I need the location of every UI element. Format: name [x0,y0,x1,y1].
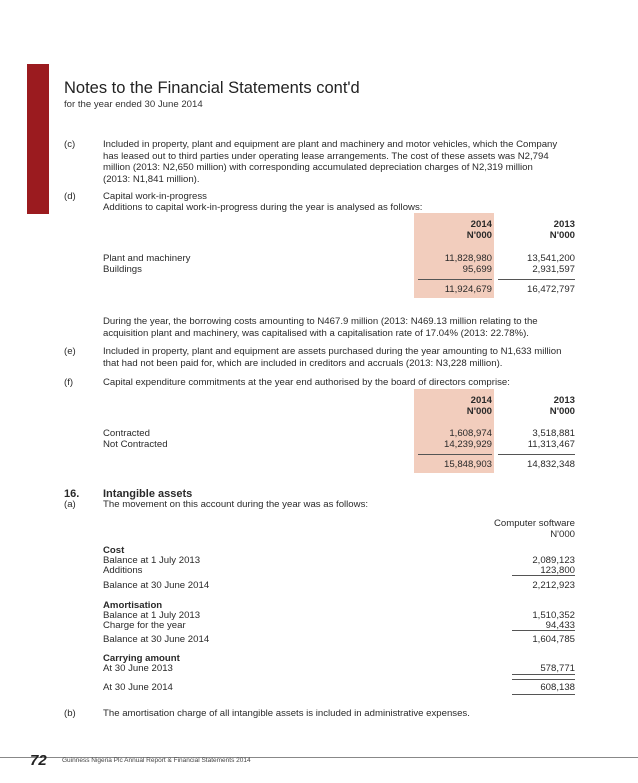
row-value-2013: 11,313,467 [527,439,575,450]
row-value: 578,771 [540,663,575,674]
column-header-2014: 2014 [470,219,492,230]
column-header-2013: 2013 [553,395,575,406]
row-label: Balance at 1 July 2013 [103,610,201,621]
row-label: Not Contracted [103,439,168,450]
note-c-label: (c) [64,139,76,150]
note-e-text [103,346,583,369]
row-value-2013: 13,541,200 [526,253,575,264]
row-value-2014: 95,699 [462,264,492,275]
total-rule [498,279,575,280]
note-e-label: (e) [64,346,76,357]
row-label: Buildings [103,264,142,275]
footnote-line: During the year, the borrowing costs amounting to N467.9 million (2013: N469.13 million relating to the [103,316,538,327]
column-unit-2013: N'000 [549,406,575,417]
subtotal-rule [512,679,575,680]
footer-text: Guinness Nigeria Plc Annual Report & Financial Statements 2014 [62,757,251,764]
note-16-title: Intangible assets [103,488,193,500]
row-value: 1,510,352 [532,610,575,621]
total-rule [418,279,492,280]
row-value: 1,604,785 [532,634,575,645]
column-header-software: Computer software [493,518,575,529]
row-label: Charge for the year [103,620,186,631]
cost-heading: Cost [103,545,125,556]
row-label: Additions [103,565,143,576]
note-f-label: (f) [64,377,74,388]
row-label: Balance at 30 June 2014 [103,580,210,591]
row-value: 94,433 [545,620,575,631]
row-label: At 30 June 2014 [103,682,173,693]
note-c-line: (2013: N1,841 million). [103,173,200,185]
page-subtitle: for the year ended 30 June 2014 [64,99,203,110]
note-d-intro: Additions to capital work-in-progress during the year is analysed as follows: [103,202,423,213]
total-rule [418,454,492,455]
note-16-number: 16. [64,488,80,500]
row-label: At 30 June 2013 [103,663,173,674]
row-label: Contracted [103,428,150,439]
row-value-2014: 11,828,980 [444,253,492,264]
page-title: Notes to the Financial Statements cont'd [64,79,360,97]
note-c-line: has leased out to third parties under operating lease arrangements. The cost of these assets was N2,794 [103,150,549,162]
total-value-2013: 16,472,797 [526,284,575,295]
column-unit-2014: N'000 [466,406,492,417]
note-f-intro: Capital expenditure commitments at the year end authorised by the board of directors comprise: [103,377,510,388]
row-value-2013: 2,931,597 [532,264,575,275]
row-value: 2,089,123 [532,555,575,566]
carrying-amount-heading: Carrying amount [103,653,180,664]
row-label: Balance at 1 July 2013 [103,555,201,566]
note-16-intro: The movement on this account during the year was as follows: [103,499,369,510]
note-e-line: that had not been paid for, which are included in creditors and accruals (2013: N3,228 million). [103,357,503,369]
subtotal-rule [512,674,575,675]
column-header-2014: 2014 [470,395,492,406]
note-d-label: (d) [64,191,76,202]
row-value: 123,800 [540,565,575,576]
note-c-text [103,139,583,185]
note-d-heading: Capital work-in-progress [103,191,207,202]
row-label: Plant and machinery [103,253,191,264]
total-rule [498,454,575,455]
total-value-2014: 11,924,679 [444,284,492,295]
note-e-line: Included in property, plant and equipment are assets purchased during the year amounting to N1,633 million [103,346,562,357]
note-c-line: Included in property, plant and equipment are plant and machinery and motor vehicles, which the Company [103,139,558,150]
row-value-2014: 14,239,929 [443,439,492,450]
note-d-footnote [103,316,583,339]
column-header-2013: 2013 [553,219,575,230]
row-value-2014: 1,608,974 [449,428,492,439]
column-unit-2013: N'000 [549,230,575,241]
note-16b-text: The amortisation charge of all intangible assets is included in administrative expenses. [103,708,470,719]
subtotal-rule [512,630,575,631]
subtotal-rule [512,575,575,576]
accent-bar [27,64,49,214]
row-value: 608,138 [540,682,575,693]
total-value-2013: 14,832,348 [526,459,575,470]
note-16a-label: (a) [64,499,76,510]
footnote-line: acquisition plant and machinery, was capitalised with a capitalisation rate of 17.04% (2013: 22.78%). [103,327,529,339]
note-c-line: million (2013: N2,650 million) with corresponding accumulated depreciation charges of N2,319 million [103,162,533,173]
row-label: Balance at 30 June 2014 [103,634,210,645]
amortisation-heading: Amortisation [103,600,163,611]
row-value-2013: 3,518,881 [532,428,575,439]
column-unit-software: N'000 [550,529,575,540]
total-rule [512,694,575,695]
row-value: 2,212,923 [532,580,575,591]
note-16b-label: (b) [64,708,76,719]
total-value-2014: 15,848,903 [443,459,492,470]
page-number: 72 [30,752,47,769]
column-unit-2014: N'000 [466,230,492,241]
